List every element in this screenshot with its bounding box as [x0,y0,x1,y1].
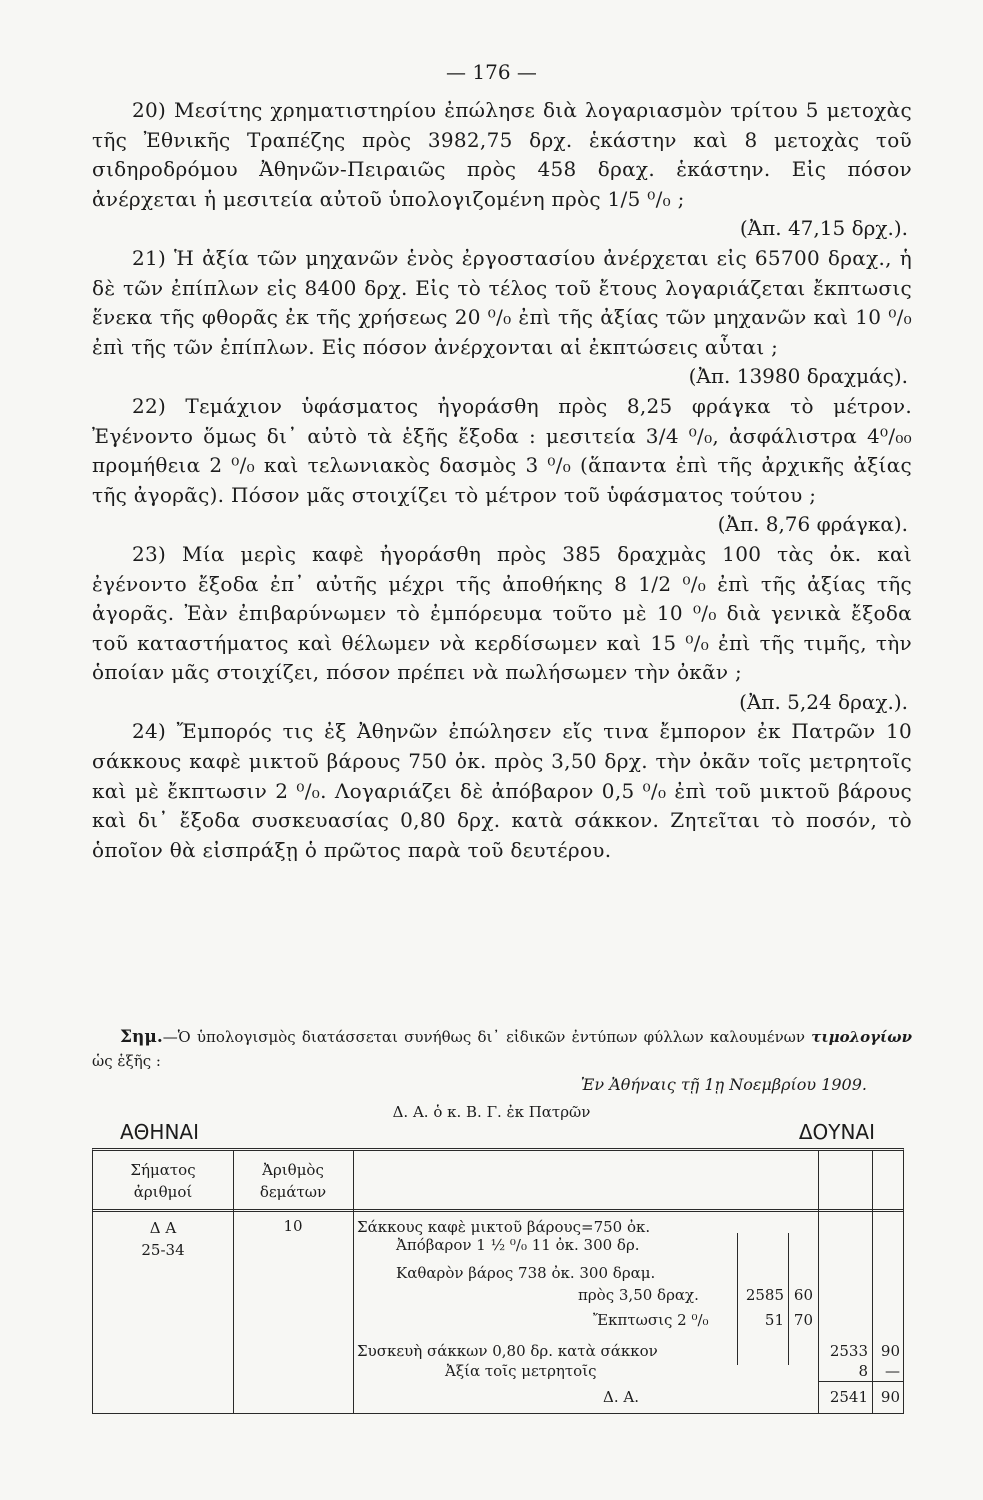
page-number: — 176 — [446,60,537,84]
discount-drachmas: 51 [764,1311,784,1329]
answer-23: (Ἀπ. 5,24 δραχ.). [739,689,908,714]
problem-list [92,96,912,865]
price-lepta: 60 [793,1286,813,1304]
header-bale-count: Ἀριθμὸς δεμάτων [259,1161,327,1201]
price-drachmas: 2585 [745,1286,784,1304]
cash-lepta: — [885,1362,900,1380]
bales-value: 10 [283,1217,303,1235]
header-divider [93,1211,903,1212]
unit-price: πρὸς 3,50 δραχ. [578,1286,699,1304]
tare: Ἀπόβαρον 1 ½ ⁰/₀ 11 ὀκ. 300 δρ. [396,1236,640,1254]
note-text-end: ὡς ἑξῆς : [92,1052,161,1070]
packing: Συσκευὴ σάκκων 0,80 δρ. κατὰ σάκκον [357,1342,658,1360]
invoice-table [92,1148,904,1414]
header-marks: Σήματος ἀριθμοί [130,1161,196,1201]
invoice-signer: Δ. Α. ὁ κ. Β. Γ. ἐκ Πατρῶν [392,1103,591,1121]
header-athens: ΑΘΗΝΑΙ [120,1120,200,1144]
note-text: —Ὁ ὑπολογισμὸς διατάσσεται συνήθως δι᾽ εἰδικῶν ἐντύπων φύλλων καλουμένων [162,1028,806,1046]
packing-lepta: 90 [880,1342,900,1360]
problem-23: 23) Μία μερὶς καφὲ ἠγοράσθη πρὸς 385 δραχμὰς 100 τὰς ὀκ. καὶ ἐγένοντο ἔξοδα ἐπ᾽ αὐτῆς μέχρι τῆς ἀποθήκης 8 1/2 ⁰/₀ ἐπὶ τῆς ἀξίας τῆς ἀγορᾶς. Ἐὰν ἐπιβαρύνωμεν τὸ ἐμπόρευμα τοῦτο μὲ 10 ⁰/₀ διὰ γενικὰ ἔξοδα τοῦ καταστήματος καὶ θέλωμεν νὰ κερδίσωμεν καὶ 15 ⁰/₀ ἐπὶ τῆς τιμῆς, τὴν ὁποίαν μᾶς στοιχίζει, πόσον πρέπει νὰ πωλήσωμεν τὴν ὀκᾶν ; [92,541,912,685]
discount: Ἔκπτωσις 2 ⁰/₀ [593,1311,709,1329]
problem-20: 20) Μεσίτης χρηματιστηρίου ἐπώλησε διὰ λογαριασμὸν τρίτου 5 μετοχὰς τῆς Ἐθνικῆς Τραπέζης πρὸς 3982,75 δρχ. ἑκάστην καὶ 8 μετοχὰς τοῦ σιδηροδρόμου Ἀθηνῶν-Πειραιῶς πρὸς 458 δραχ. ἑκάστην. Εἰς πόσον ἀνέρχεται ἡ μεσιτεία αὐτοῦ ὑπολογιζομένη πρὸς 1/5 ⁰/₀ ; [92,98,912,211]
note [92,1025,912,1073]
answer-22: (Ἀπ. 8,76 φράγκα). [717,512,908,537]
note-label: Σημ. [120,1027,163,1047]
header-divider [93,1209,903,1210]
problem-21: 21) Ἡ ἀξία τῶν μηχανῶν ἑνὸς ἐργοστασίου ἀνέρχεται εἰς 65700 δραχ., ἡ δὲ τῶν ἐπίπλων εἰς 8400 δρχ. Εἰς τὸ τέλος τοῦ ἔτους λογαριάζεται ἔκπτωσις ἕνεκα τῆς φθορᾶς ἐκ τῆς χρήσεως 20 ⁰/₀ ἐπὶ τῆς ἀξίας τῶν μηχανῶν καὶ 10 ⁰/₀ ἐπὶ τῆς τῶν ἐπίπλων. Εἰς πόσον ἀνέρχονται αἱ ἐκπτώσεις αὗται ; [92,245,912,359]
total-lepta: 90 [880,1388,900,1406]
cash-value: Ἀξία τοῖς μετρητοῖς [445,1362,597,1380]
total-drachmas: 2541 [829,1388,868,1406]
total-rule [818,1381,903,1382]
answer-20: (Ἀπ. 47,15 δρχ.). [739,216,908,241]
header-due: ΔΟΥΝΑΙ [798,1120,875,1144]
problem-22: 22) Τεμάχιον ὑφάσματος ἠγοράσθη πρὸς 8,25 φράγκα τὸ μέτρον. Ἐγένοντο ὅμως δι᾽ αὐτὸ τὰ ἑξῆς ἔξοδα : μεσιτεία 3/4 ⁰/₀, ἀσφάλιστρα 4⁰/₀₀ προμήθεια 2 ⁰/₀ καὶ τελωνιακὸς δασμὸς 3 ⁰/₀ (ἅπαντα ἐπὶ τῆς ἀρχικῆς ἀξίας τῆς ἀγορᾶς). Πόσον μᾶς στοιχίζει τὸ μέτρον τοῦ ὑφάσματος τούτου ; [92,393,912,507]
packing-drachmas: 2533 [829,1342,868,1360]
column-divider [353,1151,354,1413]
total-label: Δ. Α. [603,1388,639,1406]
note-emphasis: τιμολογίων [811,1028,912,1046]
problem-24: 24) Ἔμπορός τις ἐξ Ἀθηνῶν ἐπώλησεν εἴς τινα ἔμπορον ἐκ Πατρῶν 10 σάκκους καφὲ μικτοῦ βάρους 750 ὀκ. πρὸς 3,50 δρχ. τὴν ὀκᾶν τοῖς μετρητοῖς καὶ μὲ ἔκπτωσιν 2 ⁰/₀. Λογαριάζει δὲ ἀπόβαρον 0,5 ⁰/₀ ἐπὶ τοῦ μικτοῦ βάρους καὶ δι᾽ ἔξοδα συσκευασίας 0,80 δρχ. κατὰ σάκκον. Ζητεῖται τὸ ποσόν, τὸ ὁποῖον θὰ εἰσπράξῃ ὁ πρῶτος παρὰ τοῦ δευτέρου. [92,719,912,862]
answer-21: (Ἀπ. 13980 δραχμάς). [688,364,908,389]
marks-value: Δ Α 25-34 [141,1219,185,1259]
gross-weight: Σάκκους καφὲ μικτοῦ βάρους=750 ὀκ. [357,1218,651,1236]
net-weight: Καθαρὸν βάρος 738 ὀκ. 300 δραμ. [396,1264,656,1282]
discount-lepta: 70 [793,1311,813,1329]
cash-drachmas: 8 [858,1362,868,1380]
invoice-date: Ἐν Ἀθήναις τῇ 1ῃ Νοεμβρίου 1909. [580,1075,867,1094]
